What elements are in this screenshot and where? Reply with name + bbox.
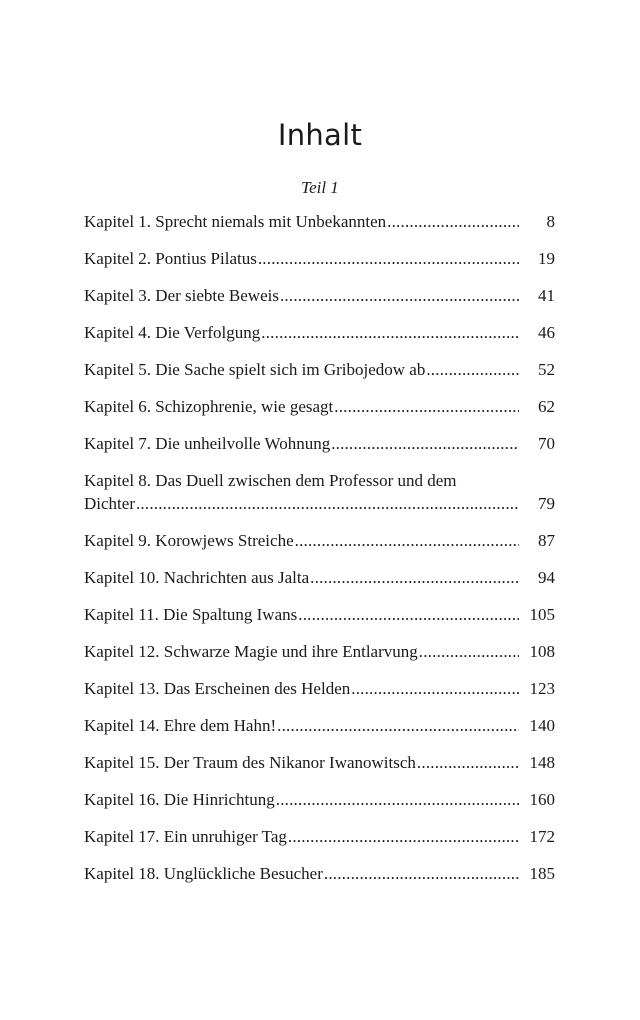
dot-leader	[351, 677, 519, 700]
toc-entry	[84, 284, 555, 307]
chapter-title: Kapitel 16. Die Hinrichtung	[84, 790, 275, 809]
chapter-title: Kapitel 13. Das Erscheinen des Helden	[84, 679, 351, 698]
page-number: 148	[529, 753, 555, 772]
dot-leader	[280, 284, 519, 307]
chapter-title: Kapitel 3. Der siebte Beweis	[84, 286, 279, 305]
toc-entry	[84, 640, 555, 663]
dot-leader	[295, 529, 519, 552]
table-of-contents	[84, 210, 555, 899]
toc-entry	[84, 751, 555, 774]
chapter-title: Kapitel 5. Die Sache spielt sich im Gribojedow ab	[84, 360, 426, 379]
toc-entry	[84, 247, 555, 270]
toc-entry	[84, 603, 555, 626]
dot-leader	[261, 321, 519, 344]
dot-leader	[136, 492, 519, 515]
chapter-title: Kapitel 18. Unglückliche Besucher	[84, 864, 323, 883]
dot-leader	[324, 862, 519, 885]
page-number: 41	[538, 286, 555, 305]
page-number: 70	[538, 434, 555, 453]
dot-leader	[298, 603, 519, 626]
page-number: 140	[529, 716, 555, 735]
chapter-title: Kapitel 7. Die unheilvolle Wohnung	[84, 434, 331, 453]
toc-entry	[84, 358, 555, 381]
chapter-title: Kapitel 6. Schizophrenie, wie gesagt	[84, 397, 334, 416]
page-number: 160	[529, 790, 555, 809]
toc-entry	[84, 714, 555, 737]
toc-entry	[84, 825, 555, 848]
chapter-title: Kapitel 17. Ein unruhiger Tag	[84, 827, 287, 846]
page-number: 46	[538, 323, 555, 342]
dot-leader	[277, 714, 519, 737]
page-number: 62	[538, 397, 555, 416]
dot-leader	[417, 751, 519, 774]
chapter-title: Kapitel 4. Die Verfolgung	[84, 323, 261, 342]
page-number: 8	[546, 212, 555, 231]
chapter-title-continued: Dichter	[84, 494, 135, 513]
dot-leader	[331, 432, 519, 455]
dot-leader	[426, 358, 519, 381]
page-number: 105	[529, 605, 555, 624]
page-number: 108	[529, 642, 555, 661]
toc-entry	[84, 529, 555, 552]
page-number: 19	[538, 249, 555, 268]
toc-entry	[84, 321, 555, 344]
chapter-title: Kapitel 9. Korowjews Streiche	[84, 531, 294, 550]
chapter-title: Kapitel 11. Die Spaltung Iwans	[84, 605, 298, 624]
dot-leader	[288, 825, 519, 848]
page-number: 172	[529, 827, 555, 846]
toc-entry	[84, 432, 555, 455]
chapter-title: Kapitel 2. Pontius Pilatus	[84, 249, 257, 268]
dot-leader	[387, 210, 519, 233]
page-title: Inhalt	[277, 118, 363, 152]
page-number: 79	[538, 494, 555, 513]
toc-entry	[84, 469, 555, 515]
chapter-title: Kapitel 10. Nachrichten aus Jalta	[84, 568, 310, 587]
part-heading: Teil 1	[301, 178, 339, 197]
dot-leader	[258, 247, 519, 270]
dot-leader	[419, 640, 519, 663]
toc-entry	[84, 862, 555, 885]
chapter-title: Kapitel 14. Ehre dem Hahn!	[84, 716, 277, 735]
page-number: 52	[538, 360, 555, 379]
toc-entry	[84, 395, 555, 418]
dot-leader	[334, 395, 519, 418]
chapter-title: Kapitel 12. Schwarze Magie und ihre Entlarvung	[84, 642, 418, 661]
toc-entry	[84, 210, 555, 233]
chapter-title: Kapitel 1. Sprecht niemals mit Unbekannten	[84, 212, 387, 231]
toc-entry	[84, 788, 555, 811]
toc-entry	[84, 566, 555, 589]
page-number: 123	[529, 679, 555, 698]
page-number: 87	[538, 531, 555, 550]
page-number: 94	[538, 568, 555, 587]
chapter-title: Kapitel 15. Der Traum des Nikanor Iwanowitsch	[84, 753, 416, 772]
page-number: 185	[529, 864, 555, 883]
dot-leader	[276, 788, 519, 811]
chapter-title: Kapitel 8. Das Duell zwischen dem Professor und dem	[84, 471, 457, 490]
dot-leader	[310, 566, 519, 589]
toc-entry	[84, 677, 555, 700]
